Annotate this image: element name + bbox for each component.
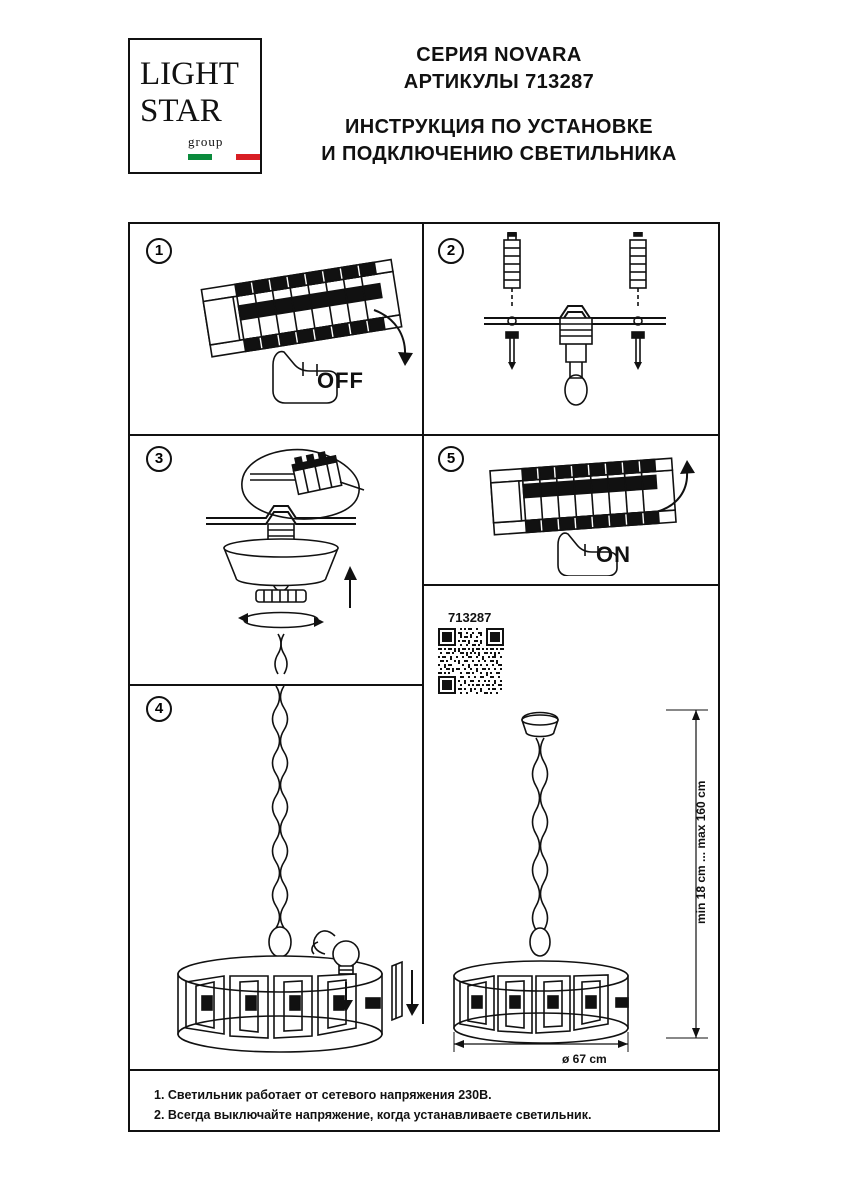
note-line-2: 2. Всегда выключайте напряжение, когда устанавливаете светильник.	[154, 1108, 592, 1122]
step-number-4: 4	[146, 696, 172, 722]
diagram-frame	[128, 222, 720, 1132]
product-code: 713287	[448, 610, 492, 625]
width-dimension-label: ø 67 cm	[562, 1052, 607, 1066]
instruction-line-1: ИНСТРУКЦИЯ ПО УСТАНОВКЕ	[344, 116, 654, 138]
step-number-3: 3	[146, 446, 172, 472]
instruction-line-2: И ПОДКЛЮЧЕНИЮ СВЕТИЛЬНИКА	[321, 143, 677, 165]
brand-logo-line1: LIGHT	[140, 56, 239, 92]
header	[128, 38, 720, 188]
series-line: СЕРИЯ NOVARA	[416, 44, 582, 66]
title-block	[278, 42, 720, 168]
step-number-2: 2	[438, 238, 464, 264]
grid-divider-h1	[130, 434, 422, 436]
grid-divider-h3	[422, 434, 720, 436]
step-1-label: OFF	[317, 368, 364, 393]
step-4-illustration	[150, 686, 422, 1066]
note-line-1: 1. Светильник работает от сетевого напряжения 230В.	[154, 1088, 492, 1102]
brand-logo	[128, 38, 262, 174]
article-line: АРТИКУЛЫ 713287	[403, 71, 595, 93]
step-5-label: ON	[596, 542, 631, 567]
height-dimension-label: min 18 cm ... max 160 cm	[694, 780, 708, 924]
step-5-illustration	[470, 446, 718, 576]
grid-divider-h5	[130, 1069, 718, 1071]
grid-divider-vertical	[422, 224, 424, 1024]
step-3-illustration	[178, 438, 422, 678]
step-1-illustration	[178, 248, 422, 418]
brand-logo-line3: group	[188, 134, 224, 149]
grid-divider-h4	[422, 584, 720, 586]
italy-flag-icon	[188, 154, 260, 160]
brand-logo-line2: STAR	[140, 93, 222, 129]
step-number-5: 5	[438, 446, 464, 472]
product-dimension-drawing	[426, 694, 718, 1064]
qr-code	[438, 628, 504, 694]
step-number-1: 1	[146, 238, 172, 264]
step-2-illustration	[462, 232, 718, 430]
